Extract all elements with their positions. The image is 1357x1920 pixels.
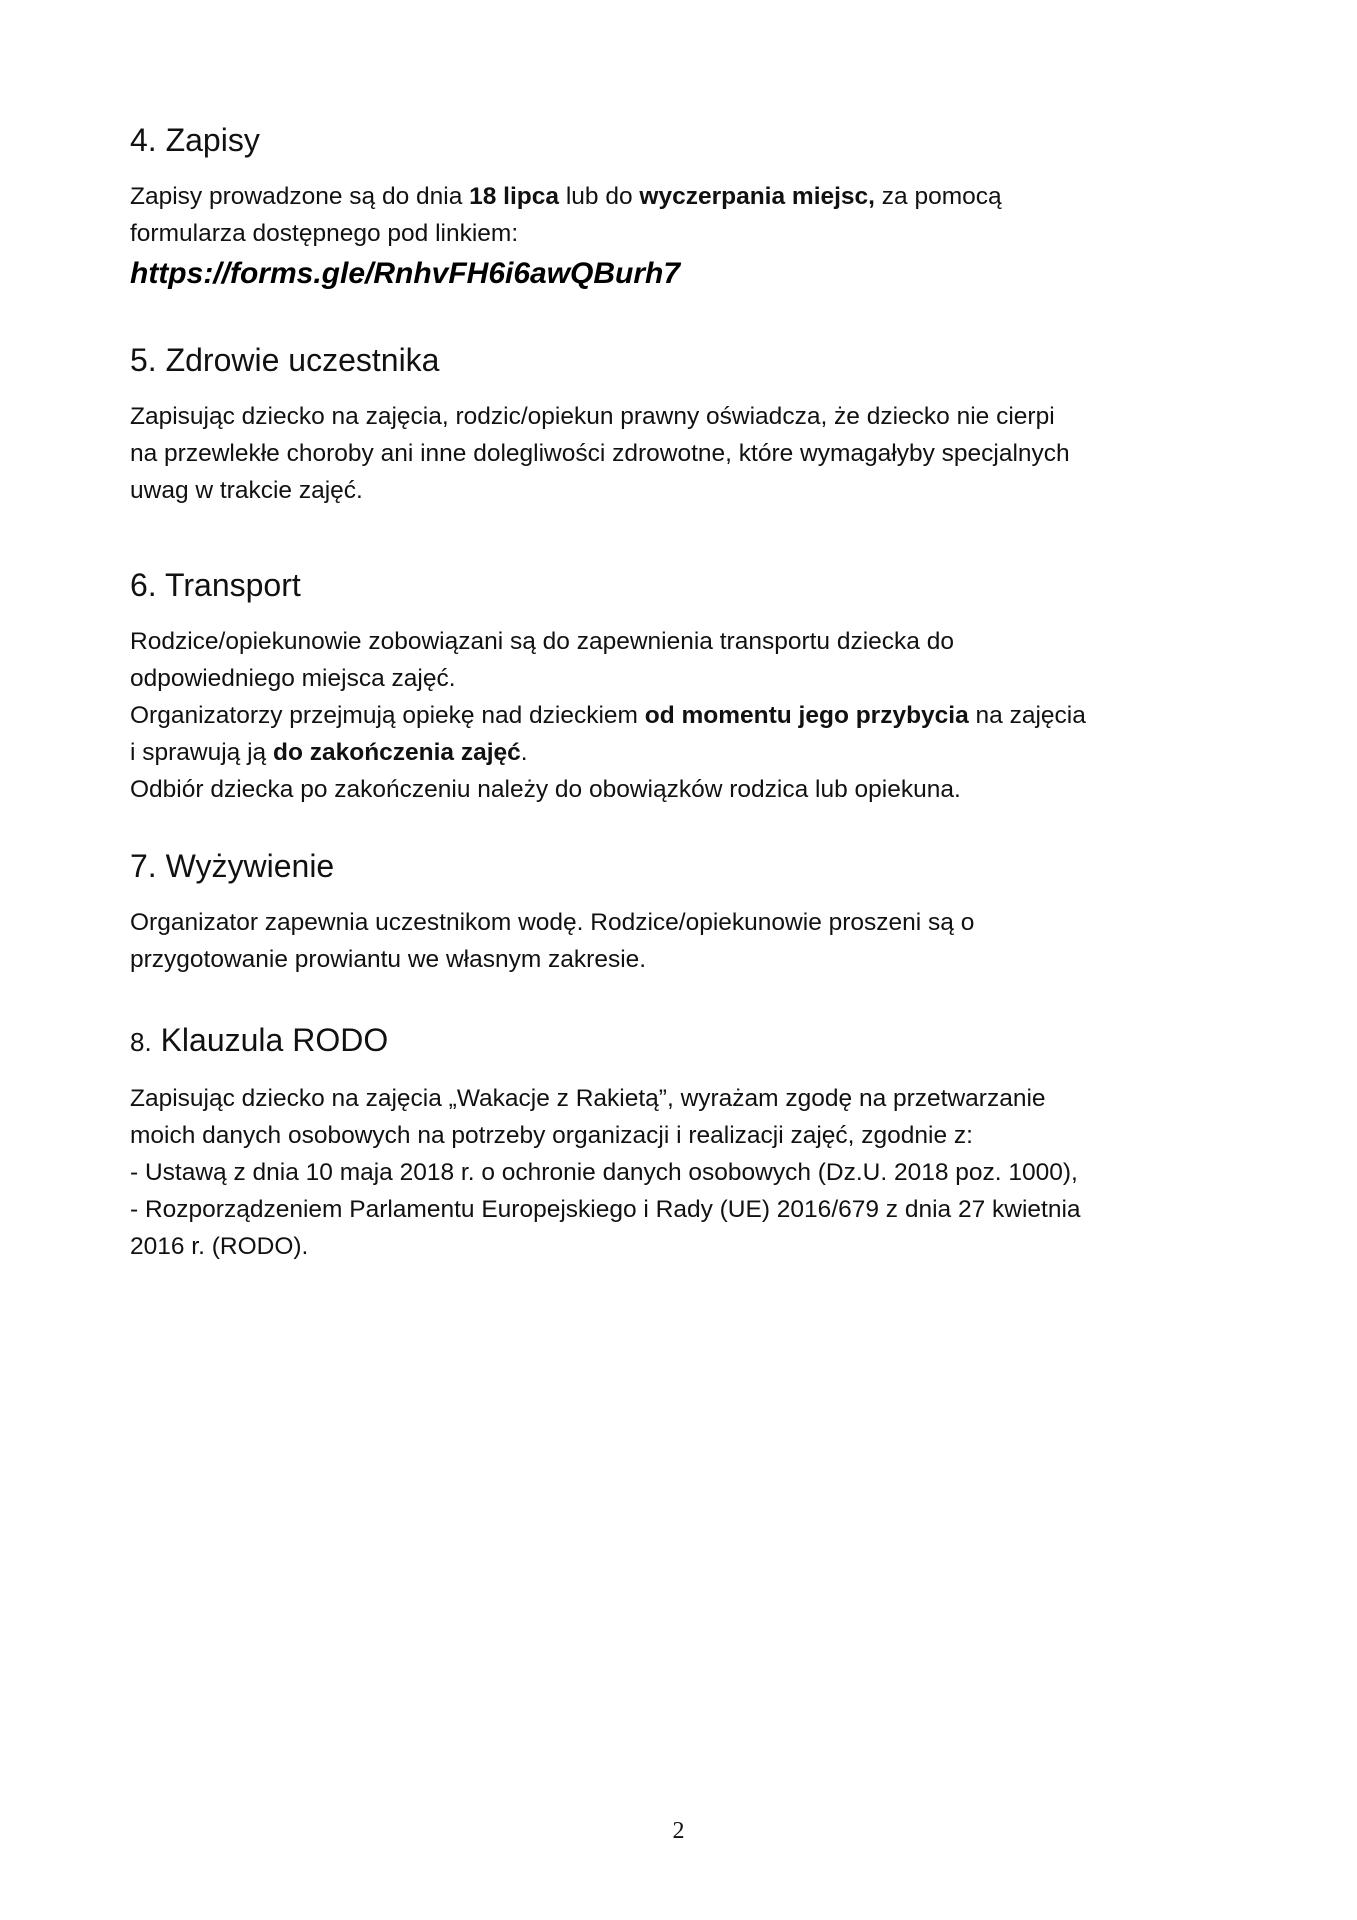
paragraph-line: Zapisując dziecko na zajęcia „Wakacje z Rakietą”, wyrażam zgodę na przetwarzanie — [130, 1085, 1046, 1112]
paragraph-line: - Ustawą z dnia 10 maja 2018 r. o ochronie danych osobowych (Dz.U. 2018 poz. 1000), — [130, 1159, 1078, 1186]
section-heading: 6. Transport — [130, 567, 301, 603]
page-number: 2 — [672, 1818, 685, 1844]
section-number: 8. — [130, 1027, 152, 1057]
bold-phrase: od momentu jego przybycia — [644, 702, 969, 729]
paragraph-line: odpowiedniego miejsca zajęć. — [130, 665, 456, 692]
section-heading: 4. Zapisy — [130, 122, 260, 158]
paragraph-line: - Rozporządzeniem Parlamentu Europejskiego i Rady (UE) 2016/679 z dnia 27 kwietnia — [130, 1196, 1081, 1223]
section-rodo — [130, 1020, 1240, 1265]
paragraph-line: przygotowanie prowiantu we własnym zakresie. — [130, 946, 647, 973]
text-run: na zajęcia — [968, 702, 1086, 729]
text-run: za pomocą — [875, 183, 1002, 210]
section-zdrowie — [130, 340, 1240, 509]
section-transport — [130, 565, 1240, 808]
paragraph-line: Odbiór dziecka po zakończeniu należy do obowiązków rodzica lub opiekuna. — [130, 776, 961, 803]
text-run: Zapisy prowadzone są do dnia — [130, 183, 470, 210]
bold-phrase: wyczerpania miejsc, — [639, 183, 875, 210]
paragraph-line: Zapisując dziecko na zajęcia, rodzic/opiekun prawny oświadcza, że dziecko nie cierpi — [130, 403, 1055, 430]
section-zapisy — [130, 120, 1240, 296]
section-heading — [130, 1020, 1240, 1062]
paragraph-line: formularza dostępnego pod linkiem: — [130, 220, 519, 247]
text-run: lub do — [559, 183, 640, 210]
paragraph-line — [130, 178, 1240, 215]
paragraph-line: uwag w trakcie zajęć. — [130, 477, 363, 504]
document-page — [130, 120, 1240, 1265]
section-wyzywienie — [130, 846, 1240, 978]
text-run: i sprawują ją — [130, 739, 273, 766]
paragraph-line: Rodzice/opiekunowie zobowiązani są do zapewnienia transportu dziecka do — [130, 628, 954, 655]
section-title: Klauzula RODO — [151, 1022, 389, 1058]
form-link[interactable]: https://forms.gle/RnhvFH6i6awQBurh7 — [130, 257, 681, 290]
bold-date: 18 lipca — [469, 183, 560, 210]
section-heading: 5. Zdrowie uczestnika — [130, 342, 440, 378]
paragraph-line: na przewlekłe choroby ani inne dolegliwości zdrowotne, które wymagałyby specjalnych — [130, 440, 1070, 467]
text-run: Organizatorzy przejmują opiekę nad dzieckiem — [130, 702, 645, 729]
paragraph-line: moich danych osobowych na potrzeby organizacji i realizacji zajęć, zgodnie z: — [130, 1122, 973, 1149]
text-run: . — [520, 739, 528, 766]
paragraph-line — [130, 734, 1240, 771]
bold-phrase: do zakończenia zajęć — [272, 739, 521, 766]
section-heading: 7. Wyżywienie — [130, 848, 335, 884]
paragraph-line: Organizator zapewnia uczestnikom wodę. Rodzice/opiekunowie proszeni są o — [130, 909, 975, 936]
paragraph-line — [130, 697, 1240, 734]
paragraph-line: 2016 r. (RODO). — [130, 1233, 309, 1260]
